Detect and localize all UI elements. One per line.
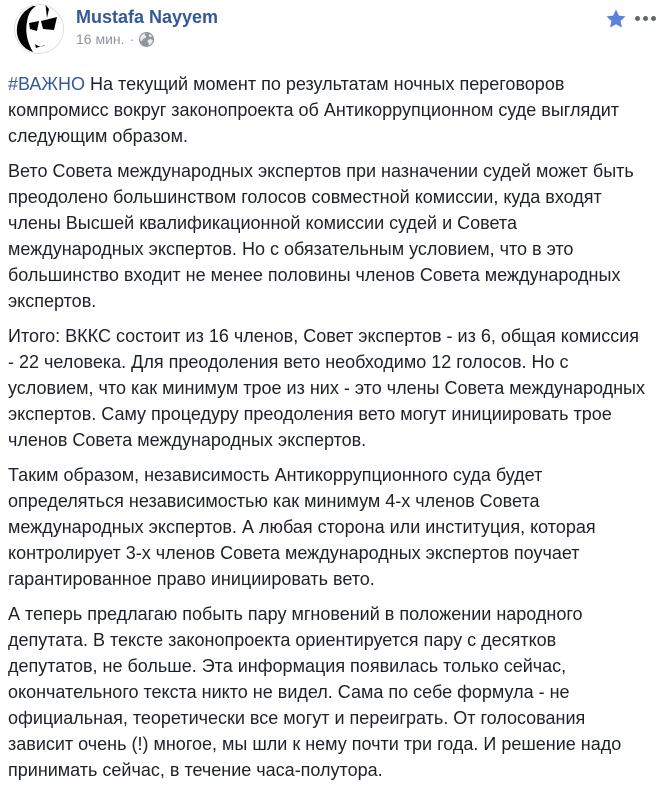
header-meta <box>76 4 651 48</box>
hashtag-link[interactable]: #ВАЖНО <box>8 74 86 94</box>
ellipsis-icon <box>635 16 640 21</box>
post-paragraph: Итого: ВККС состоит из 16 членов, Совет экспертов - из 6, общая комиссия - 22 человека. Для преодоления вето необходимо 12 голосов. Но с условием, что как минимум трое из них - это члены Совета международных экспертов. Саму процедуру преодоления вето могут инициировать трое членов Совета международных экспертов. <box>8 326 645 450</box>
paragraph-text: На текущий момент по результатам ночных переговоров компромисс вокруг законопроекта об Антикоррупционном суде выглядит следующим образом. <box>8 74 619 146</box>
author-name-link[interactable]: Mustafa Nayyem <box>76 7 219 27</box>
header-actions <box>606 8 660 28</box>
post-subline <box>76 31 651 48</box>
post-paragraph: Таким образом, независимость Антикоррупционного суда будет определяться независимостью как минимум 4-х членов Совета международных экспертов. А любая сторона или институция, которая контролирует 3-х членов Совета международных экспертов поучает гарантированное право инициировать вето. <box>8 465 596 589</box>
post-body <box>0 71 663 783</box>
avatar-image <box>14 4 64 54</box>
ellipsis-icon <box>651 16 656 21</box>
save-star-button[interactable] <box>606 8 626 28</box>
avatar[interactable] <box>14 4 64 54</box>
more-options-button[interactable] <box>631 12 660 25</box>
timestamp-link[interactable]: 16 мин. <box>76 31 125 47</box>
post-paragraph: Вето Совета международных экспертов при назначении судей может быть преодолено большинством голосов совместной комиссии, куда входят члены Высшей квалификационной комиссии судей и Совета международных экспертов. Но с обязательным условием, что в это большинство входит не менее половины членов Совета международных экспертов. <box>8 161 634 311</box>
star-icon <box>606 9 626 28</box>
post-paragraph <box>8 71 650 149</box>
ellipsis-icon <box>643 16 648 21</box>
dot-separator: · <box>129 31 135 47</box>
globe-icon <box>139 32 154 47</box>
post-header <box>0 0 663 56</box>
post-paragraph: А теперь предлагаю побыть пару мгновений в положении народного депутата. В тексте законопроекта ориентируется пару с десятков депутатов, не больше. Эта информация появилась только сейчас, окончательного текста никто не видел. Сама по себе формула - не официальная, теоретически все могут и переиграть. От голосования зависит очень (!) многое, мы шли к нему почти три года. И решение надо принимать сейчас, в течение часа-полутора. <box>8 604 622 780</box>
